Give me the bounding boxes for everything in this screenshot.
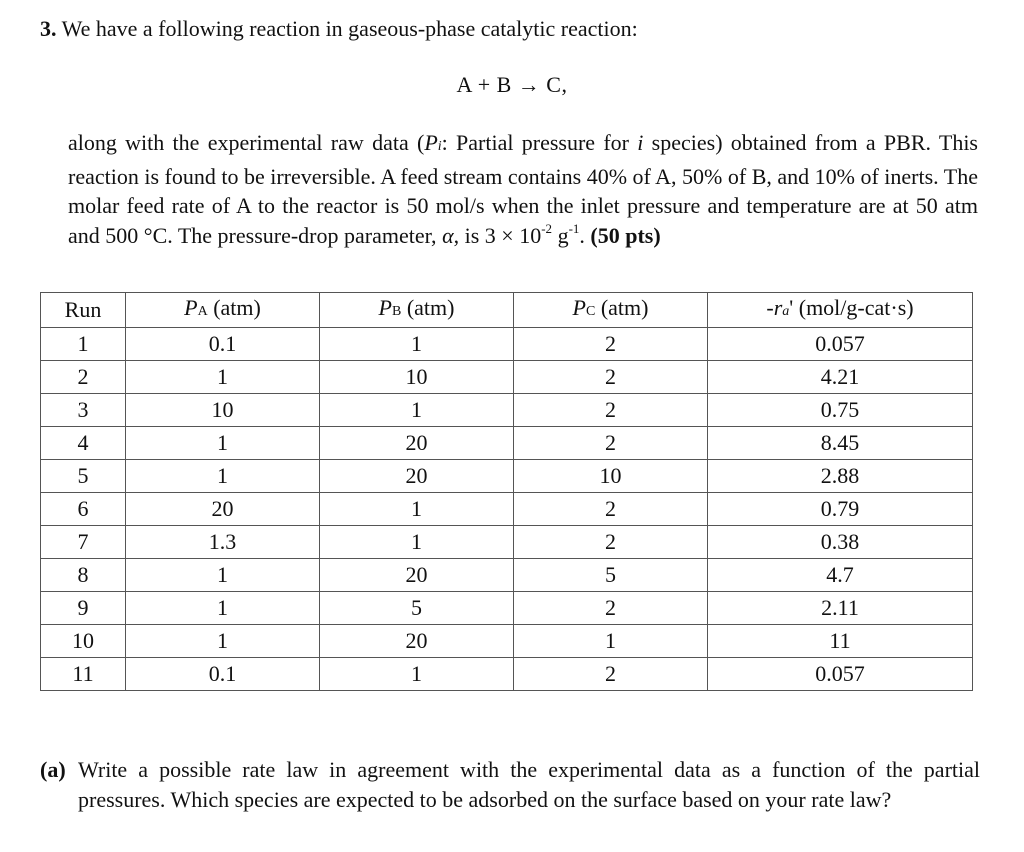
cell-pc: 2 (514, 361, 708, 394)
cell-pb: 1 (320, 526, 514, 559)
part-a (40, 755, 980, 814)
problem-description (68, 128, 978, 250)
exponent-1: -2 (541, 221, 553, 237)
cell-pa: 10 (126, 394, 320, 427)
cell-pc: 2 (514, 328, 708, 361)
cell-rate: 4.21 (708, 361, 973, 394)
cell-pa: 1.3 (126, 526, 320, 559)
cell-pb: 20 (320, 427, 514, 460)
table-row (41, 460, 973, 493)
cell-pb: 5 (320, 592, 514, 625)
para-text-4: , is 3 × 10 (453, 222, 542, 248)
question-title (40, 14, 1000, 44)
cell-rate: 2.88 (708, 460, 973, 493)
question-number: 3. (40, 16, 57, 41)
cell-rate: 0.057 (708, 658, 973, 691)
cell-pb: 20 (320, 559, 514, 592)
cell-pa: 0.1 (126, 658, 320, 691)
question-intro: We have a following reaction in gaseous-phase catalytic reaction: (61, 16, 638, 41)
cell-pa: 1 (126, 559, 320, 592)
cell-pb: 1 (320, 658, 514, 691)
cell-pb: 1 (320, 394, 514, 427)
cell-rate: 2.11 (708, 592, 973, 625)
table-header-row (41, 293, 973, 328)
pi-symbol: P (424, 130, 438, 155)
cell-run: 1 (41, 328, 126, 361)
cell-run: 9 (41, 592, 126, 625)
i-italic: i (637, 130, 644, 155)
part-a-text: Write a possible rate law in agreement with the experimental data as a function of the partial pressures. Which species are expected to be adsorbed on the surface based on your rate law? (78, 757, 980, 812)
cell-rate: 8.45 (708, 427, 973, 460)
cell-pa: 1 (126, 625, 320, 658)
cell-pc: 2 (514, 526, 708, 559)
cell-pa: 1 (126, 460, 320, 493)
cell-pa: 0.1 (126, 328, 320, 361)
cell-rate: 0.79 (708, 493, 973, 526)
exponent-2: -1 (568, 221, 580, 237)
cell-pc: 2 (514, 592, 708, 625)
table-row (41, 328, 973, 361)
table-row (41, 526, 973, 559)
cell-run: 8 (41, 559, 126, 592)
cell-pc: 2 (514, 427, 708, 460)
cell-pb: 20 (320, 625, 514, 658)
alpha-symbol: α (442, 222, 454, 248)
header-pc: PC (atm) (514, 293, 708, 328)
cell-pc: 2 (514, 658, 708, 691)
cell-pa: 1 (126, 427, 320, 460)
cell-run: 5 (41, 460, 126, 493)
pi-subscript: i (437, 139, 442, 154)
table-row (41, 559, 973, 592)
points-label: (50 pts) (590, 222, 661, 248)
period: . (579, 222, 591, 248)
table-row (41, 658, 973, 691)
cell-pb: 10 (320, 361, 514, 394)
cell-pb: 1 (320, 493, 514, 526)
experimental-data-table (40, 292, 973, 691)
cell-pb: 20 (320, 460, 514, 493)
table-row (41, 592, 973, 625)
cell-pb: 1 (320, 328, 514, 361)
table-row (41, 361, 973, 394)
cell-run: 6 (41, 493, 126, 526)
para-text-1: along with the experimental raw data ( (68, 130, 425, 155)
cell-run: 4 (41, 427, 126, 460)
cell-rate: 0.38 (708, 526, 973, 559)
header-pb: PB (atm) (320, 293, 514, 328)
cell-run: 10 (41, 625, 126, 658)
para-text-3: species) obtained from a PBR. This reaction is found to be irreversible. A feed stream contains 40% of A, 50% of B, and 10% of inerts. The molar feed rate of A to the reactor is 50 mol/s when the inlet pressure and temperature are at 50 atm and 500 °C. The pressure-drop parameter, (68, 130, 978, 248)
header-rate: -ra' (mol/g-cat·s) (708, 293, 973, 328)
reaction-equation: A + B → C, (456, 72, 568, 97)
cell-run: 2 (41, 361, 126, 394)
cell-pa: 1 (126, 361, 320, 394)
cell-rate: 11 (708, 625, 973, 658)
part-a-label: (a) (40, 757, 66, 782)
cell-pc: 10 (514, 460, 708, 493)
header-run: Run (41, 293, 126, 328)
table-row (41, 625, 973, 658)
cell-pc: 1 (514, 625, 708, 658)
cell-pc: 5 (514, 559, 708, 592)
cell-run: 11 (41, 658, 126, 691)
cell-rate: 0.75 (708, 394, 973, 427)
cell-run: 3 (41, 394, 126, 427)
cell-pa: 1 (126, 592, 320, 625)
table-row (41, 493, 973, 526)
cell-pa: 20 (126, 493, 320, 526)
table-row (41, 394, 973, 427)
cell-pc: 2 (514, 394, 708, 427)
cell-pc: 2 (514, 493, 708, 526)
unit-g: g (552, 222, 569, 248)
cell-rate: 0.057 (708, 328, 973, 361)
cell-rate: 4.7 (708, 559, 973, 592)
para-text-2: : Partial pressure for (441, 130, 638, 155)
cell-run: 7 (41, 526, 126, 559)
header-pa: PA (atm) (126, 293, 320, 328)
table-row (41, 427, 973, 460)
